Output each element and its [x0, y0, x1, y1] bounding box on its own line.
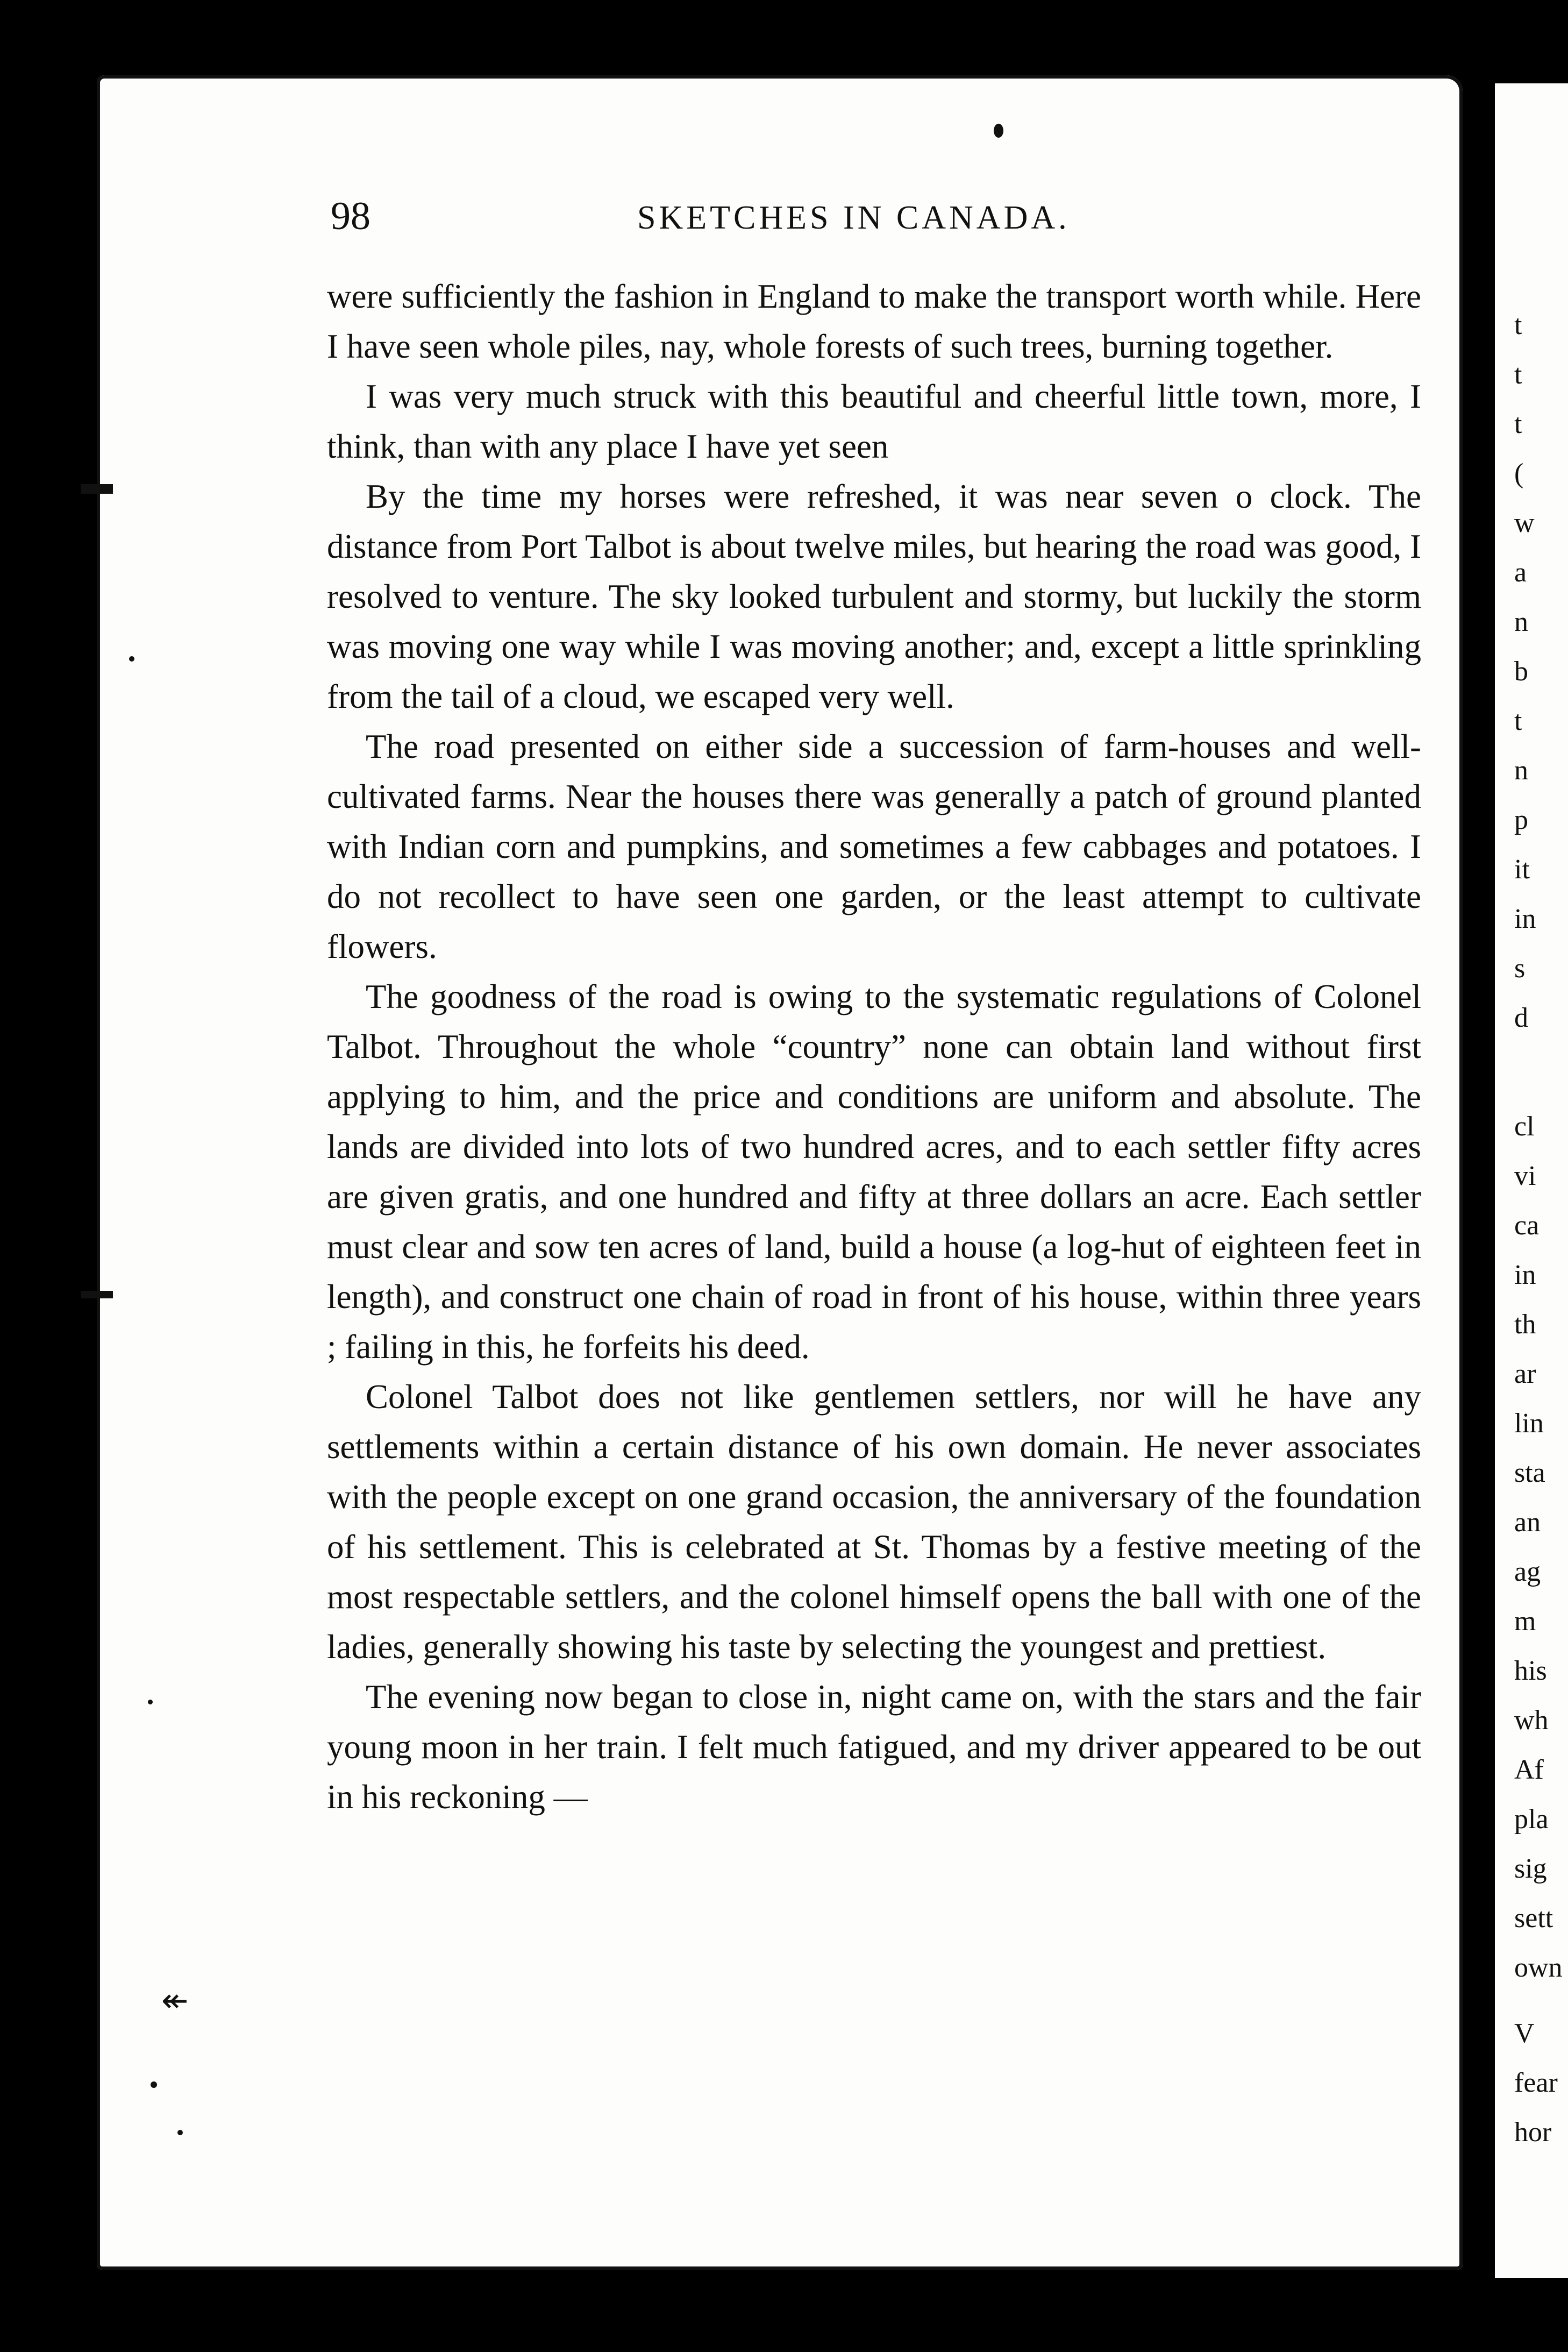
scan-speck: [148, 1700, 153, 1704]
adjacent-page-text: V: [1514, 2018, 1535, 2049]
adjacent-page-text: s: [1514, 953, 1526, 984]
adjacent-page-text: Af: [1514, 1754, 1544, 1785]
adjacent-page-text: m: [1514, 1606, 1536, 1637]
paragraph-7: The evening now began to close in, night came on, with the stars and the fair young moon in her train. I felt much fatigued, and my driver appeared to be out in his reckoning —: [327, 1678, 1421, 1816]
adjacent-page-text: hor: [1514, 2117, 1552, 2148]
adjacent-page-text: n: [1514, 607, 1528, 637]
page-body: [327, 272, 1421, 1822]
scan-edge-mark: [81, 1291, 113, 1298]
adjacent-page-text: p: [1514, 805, 1528, 835]
adjacent-page-text: in: [1514, 1260, 1536, 1290]
adjacent-page-text: a: [1514, 557, 1527, 588]
paragraph-2: I was very much struck with this beautiful and cheerful little town, more, I think, than with any place I have yet seen: [327, 378, 1421, 465]
adjacent-page-text: (: [1514, 458, 1524, 489]
adjacent-page-text: an: [1514, 1507, 1541, 1538]
paragraph-5: The goodness of the road is owing to the systematic regulations of Colonel Talbot. Throughout the whole “country” none can obtain land without first applying to him, and the price and conditions are uniform and absolute. The lands are divided into lots of two hundred acres, and to each settler fifty acres are given gratis, and one hundred and fifty at three dollars an acre. Each settler must clear and sow ten acres of land, build a house (a log-hut of eighteen feet in length), and construct one chain of road in front of his house, within three years ; failing in this, he forfeits his deed.: [327, 978, 1421, 1366]
scan-speck: [129, 656, 134, 662]
adjacent-page-text: t: [1514, 409, 1522, 439]
margin-mark: ↞: [161, 1982, 189, 2020]
scan-speck: [994, 124, 1003, 138]
paragraph-3: By the time my horses were refreshed, it was near seven o clock. The distance from Port Talbot is about twelve miles, but hearing the road was good, I resolved to venture. The sky looked turbulent and stormy, but luckily the storm was moving one way while I was moving another; and, except a little sprinkling from the tail of a cloud, we escaped very well.: [327, 478, 1421, 715]
adjacent-page-text: ag: [1514, 1557, 1541, 1587]
adjacent-page-text: t: [1514, 310, 1522, 340]
scan-speck: [177, 2130, 183, 2135]
adjacent-page-text: wh: [1514, 1705, 1549, 1736]
adjacent-page-text: t: [1514, 359, 1522, 390]
adjacent-page-text: sig: [1514, 1853, 1547, 1884]
adjacent-page-text: own: [1514, 1952, 1563, 1983]
paragraph-4: The road presented on either side a succession of farm-houses and well-cultivated farms. Near the houses there was generally a patch of ground planted with Indian corn and pumpkins, and sometimes a few cabbages and potatoes. I do not recollect to have seen one garden, or the least attempt to cultivate flowers.: [327, 728, 1421, 965]
adjacent-page-text: lin: [1514, 1408, 1544, 1439]
adjacent-page-text: sta: [1514, 1458, 1545, 1488]
page-number: 98: [331, 194, 370, 238]
paragraph-1: were sufficiently the fashion in England to make the transport worth while. Here I have seen whole piles, nay, whole forests of such trees, burning together.: [327, 278, 1421, 365]
adjacent-page-text: b: [1514, 656, 1528, 687]
adjacent-page-text: in: [1514, 904, 1536, 934]
scan-speck: [151, 2081, 157, 2088]
adjacent-page-text: it: [1514, 854, 1530, 885]
paragraph-6: Colonel Talbot does not like gentlemen settlers, nor will he have any settlements within a certain distance of his own domain. He never associates with the people except on one grand occasion, the anniversary of the foundation of his settlement. This is celebrated at St. Thomas by a festive meeting of the most respectable settlers, and the colonel himself opens the ball with one of the ladies, generally showing his taste by selecting the youngest and prettiest.: [327, 1378, 1421, 1666]
running-title: SKETCHES IN CANADA.: [637, 200, 1070, 236]
adjacent-page-text: vi: [1514, 1161, 1536, 1191]
adjacent-page-text: ca: [1514, 1210, 1540, 1241]
adjacent-page-text: ar: [1514, 1359, 1536, 1389]
adjacent-page-text: his: [1514, 1655, 1547, 1686]
scan-edge-mark: [81, 484, 113, 494]
page-header: [331, 194, 1422, 242]
adjacent-page-text: n: [1514, 755, 1528, 786]
adjacent-page-text: d: [1514, 1003, 1528, 1033]
adjacent-page-text: fear: [1514, 2067, 1558, 2098]
adjacent-page-text: cl: [1514, 1111, 1535, 1142]
adjacent-page-text: t: [1514, 706, 1522, 736]
adjacent-page-text: sett: [1514, 1903, 1553, 1934]
adjacent-page-fragment: [1495, 83, 1568, 2278]
adjacent-page-text: w: [1514, 508, 1535, 538]
adjacent-page-text: th: [1514, 1309, 1536, 1340]
adjacent-page-text: pla: [1514, 1804, 1549, 1835]
